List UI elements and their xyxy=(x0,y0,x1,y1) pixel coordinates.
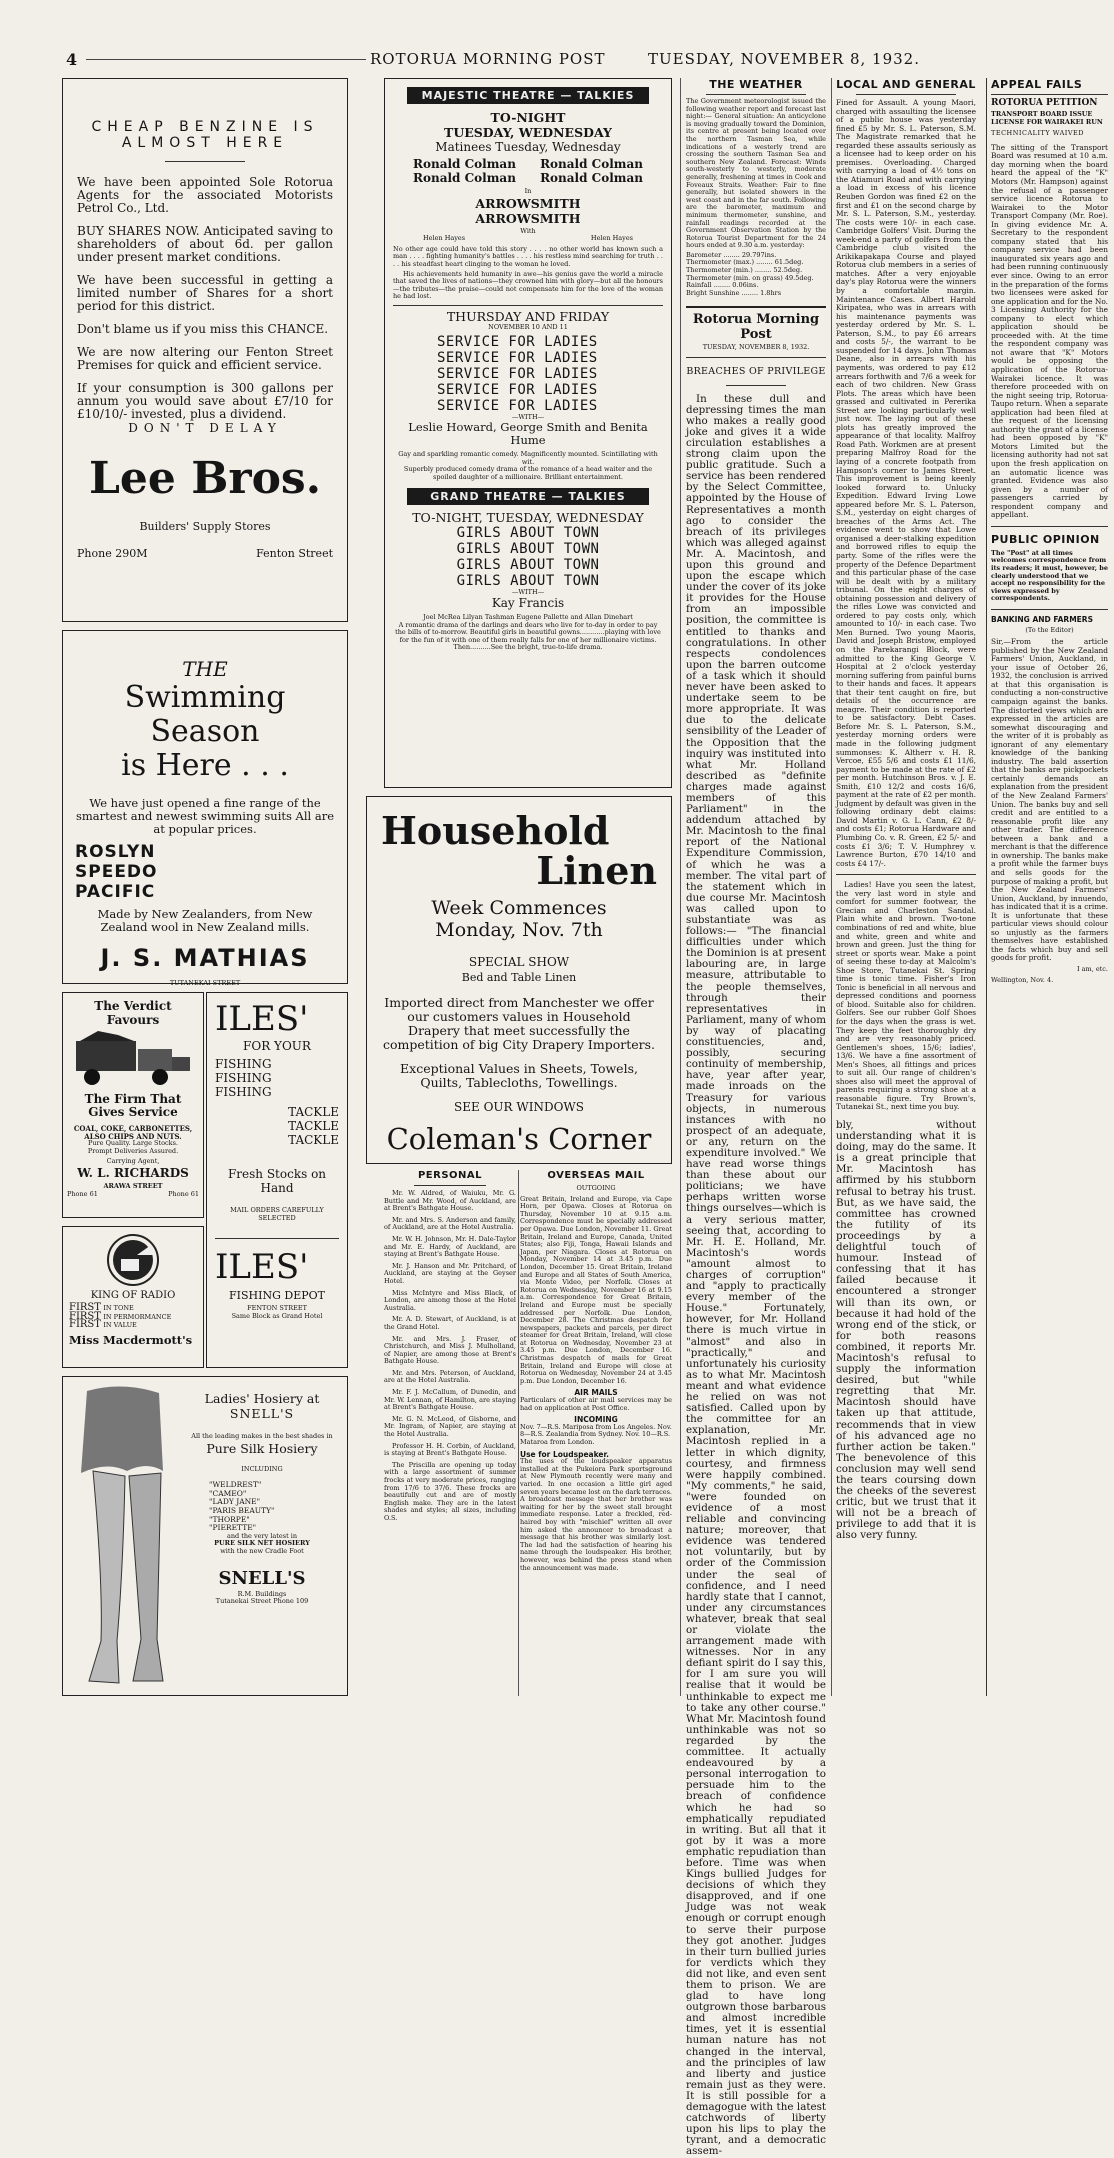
editorial-date: TUESDAY, NOVEMBER 8, 1932. xyxy=(702,343,810,351)
snell-buildings: R.M. Buildings xyxy=(237,1589,287,1598)
film-title: ARROWSMITH xyxy=(475,210,581,226)
snell-net: PURE SILK NET HOSIERY xyxy=(214,1539,310,1548)
swim-street: TUTANEKAI STREET xyxy=(169,979,241,987)
gramophone-logo xyxy=(101,1233,165,1287)
snell-make-3: "LADY JANE" xyxy=(209,1497,261,1507)
loudspeaker-text: The uses of the loudspeaker apparatus installed at the Pukeiora Park sportsground at New Plymouth recently were many and varied. In one occasion a little girl aged seven years became lost on the dark terraces. A broadcast message that her brother was waiting for her by the sweet stall brought immediate response. Later a freckled, red-haired boy with "mischief" written all over him asked the announcer to broadcast a message that his brother was similarly lost. The lad had the satisfaction of hearing his name through the loudspeaker. His brother, however, was behind the press stand when the announcement was made. xyxy=(520,1457,672,1572)
overseas-column xyxy=(520,1170,672,1696)
divider xyxy=(726,385,786,386)
snell-cradle: with the new Cradle Foot xyxy=(220,1546,304,1555)
lee-headline-1: CHEAP BENZINE IS xyxy=(91,119,319,135)
snell-name: SNELL'S xyxy=(218,1567,306,1589)
radio-ad xyxy=(62,1226,204,1368)
grand-star: Kay Francis xyxy=(491,596,565,611)
public-opinion-note: The "Post" at all times welcomes correspondence from its readers; it must, however, be clearly understood that we accept no responsibility for the views expressed by correspondents. xyxy=(991,548,1108,603)
swimming-ad xyxy=(62,630,348,987)
weather-stat: Barometer ........ 29.797ins. xyxy=(686,250,777,259)
snell-make-4: "PARIS BEAUTY" xyxy=(209,1505,275,1515)
radio-store: Miss Macdermott's xyxy=(69,1332,193,1347)
personal-title: PERSONAL xyxy=(417,1170,483,1181)
swim-body: We have just opened a fine range of the smartest and newest swimming suits All are at popular prices. xyxy=(75,796,335,836)
richards-firm: The Firm That Gives Service xyxy=(84,1092,182,1119)
swim-the: THE xyxy=(182,657,228,681)
repeated-title: SERVICE FOR LADIES xyxy=(437,397,598,414)
swim-brand-roslyn: ROSLYN xyxy=(75,842,156,862)
personal-item: Mr. and Mrs. S. Anderson and family, of Auckland, are at the Hotel Australia. xyxy=(384,1215,516,1232)
editorial-text-2: bly, without understanding what it is doing, may do the same. It is a great principle that Mr. Macintosh has affirmed by his stubborn refusal to betray his trust. But, as we have said, the committee has crowned the futility of its proceedings by a delightful touch of humour. Instead of confessing that it has failed because it encountered a stronger will than its own, or because it had hold of the wrong end of the stick, or for both reasons combined, it reports Mr. Macintosh's refusal to supply the information desired, but "while regretting that Mr. Macintosh should have taken up that attitude, recommends that in view of his advanced age no further action be taken." The benevolence of this conclusion may well send the tears coursing down the cheeks of the severest critic, but we trust that it will not be a breach of privilege to add that it is also very funny. xyxy=(836,1119,976,1542)
blurb: Superbly produced comedy drama of the romance of a head waiter and the spoiled daughter of a millionaire. Brilliant entertainment. xyxy=(403,465,653,481)
air-mails: AIR MAILS xyxy=(574,1388,618,1398)
incoming: INCOMING xyxy=(574,1415,618,1425)
public-opinion-title: PUBLIC OPINION xyxy=(991,532,1100,546)
personal-list xyxy=(384,1190,516,1523)
swim-brand-speedo: SPEEDO xyxy=(75,862,158,882)
radio-first-3: FIRST xyxy=(69,1319,101,1331)
iles-fishing-3: FISHING xyxy=(215,1085,272,1099)
repeated-title: GIRLS ABOUT TOWN xyxy=(456,556,600,573)
air-mails-text: Particulars of other air mail services may be had on application at Post Office. xyxy=(520,1396,672,1412)
paper-title: ROTORUA MORNING POST xyxy=(370,50,606,68)
banking-letter: Sir,—From the article published by the New Zealand Farmers' Union, Auckland, in your issue of October 26, 1932, the conclusion is arrived at that this organisation is conducting a non-constructive campaign against the banks. The distorted views which are expressed in the articles are somewhat discouraging and the writer of it is probably as ignorant of any elementary knowledge of the banking industry. The bald assertion that the banks are pickpockets certainly demands an explanation from the president of the New Zealand Farmers' Union. The banks buy and sell credit and are entitled to a reasonable profit like any other trader. The difference between a bank and a merchant is that the difference in ownership. The banks make a profit while the farmer buys and sells goods for the purpose of making a profit, but the New Zealand Farmers' Union, Auckland, by innuendo, has indicated that it is a crime. It is unfortunate that these particular views should colour so unjustly as the farmers themselves have established the facts which buy and sell goods for profit. xyxy=(991,637,1108,963)
linen-week: Week Commences xyxy=(431,897,607,919)
local-column xyxy=(836,78,976,1118)
paper-date: TUESDAY, NOVEMBER 8, 1932. xyxy=(648,50,920,68)
iles-tackle-3: TACKLE xyxy=(288,1133,339,1147)
majestic-in: In xyxy=(524,187,532,195)
weather-stats xyxy=(686,252,826,298)
iles-depot: FISHING DEPOT xyxy=(229,1289,325,1303)
majestic-tonight: TO-NIGHT xyxy=(490,110,566,125)
header-rule-left xyxy=(86,59,366,60)
personal-item: Miss McIntyre and Miss Black, of London, are among those at the Hotel Australia. xyxy=(384,1288,516,1312)
grand-banner: GRAND THEATRE — TALKIES xyxy=(407,488,649,505)
appeal-tech: TECHNICALITY WAIVED xyxy=(991,129,1084,138)
iles-fresh: Fresh Stocks on Hand xyxy=(227,1167,327,1195)
swim-store: J. S. MATHIAS xyxy=(100,944,310,972)
to-editor: (To the Editor) xyxy=(1025,625,1074,634)
majestic-blurb-2: His achievements held humanity in awe—his genius gave the world a miracle that saved the lives of nations—they crowned him with glory—but all the honours—the tributes—the praise—could not compensate him for the love of the woman he had lost. xyxy=(393,269,663,301)
iles-same: Same Block as Grand Hotel xyxy=(231,1311,323,1320)
lee-para-4: Don't blame us if you miss this CHANCE. xyxy=(77,322,329,336)
cast-name: Ronald Colman xyxy=(540,171,643,185)
repeated-title: SERVICE FOR LADIES xyxy=(437,365,598,382)
iles-mail: MAIL ORDERS CAREFULLY SELECTED xyxy=(230,1206,324,1222)
lee-delay: DON'T DELAY xyxy=(128,421,282,435)
richards-line-1: COAL, COKE, CARBONETTES, ALSO CHIPS AND NUTS. xyxy=(73,1124,193,1141)
lee-headline-2: ALMOST HERE xyxy=(121,135,289,151)
majestic-matinees: Matinees Tuesday, Wednesday xyxy=(435,140,621,154)
repeated-title: SERVICE FOR LADIES xyxy=(437,381,598,398)
grand-tonight: TO-NIGHT, TUESDAY, WEDNESDAY xyxy=(412,509,644,525)
incoming-text: Nov. 7—R.S. Mariposa from Los Angeles. Nov. 8—R.S. Zealandia from Sydney. Nov. 10—R.S. Mataroa from London. xyxy=(520,1422,672,1446)
editorial-text: In these dull and depressing times the man who makes a really good joke and gives it a wide circulation establishes a strong claim upon the public gratitude. Such a service has been rendered by the Select Committee, appointed by the House of Representatives a month ago to consider the breach of its privileges which was alleged against Mr. A. Macintosh, and upon this ground and upon the escape which under the cover of its joke it provides for the House from an impossible position, the committee is entitled to thanks and congratulations. In other respects condolences upon the barren outcome of a task which it should never have been asked to undertake seem to be more appropriate. It was due to the delicate sensibility of the Leader of the Opposition that the inquiry was instituted into what Mr. Holland described as "definite charges made against members of this Parliament" in the addendum attached by Mr. Macintosh to the final report of the National Expenditure Commission, of which he was a member. The vital part of the statement which in due course Mr. Macintosh was called upon to substantiate was as follows:— "The financial difficulties under which the Dominion is at present labouring are, in large measure, attributable to the people themselves, through their representatives in Parliament, many of whom by way of placating constituencies, and, possibly, securing continuity of membership, have, year after year, made inroads on the Treasury for various objects, in numerous instances with no prospect of an adequate, or any, return on the expenditure involved." We have read worse things than these about our politicians; we have perhaps written worse things ourselves—which is a very serious matter, seeing that, according to Mr. H. E. Holland, Mr. Macintosh's words "amount almost to charges of corruption" and "apply to practically every member of the House." Fortunately, however, for Mr. Holland there is much virtue in "almost" and also in "practically," and unfortunately his curiosity as to what Mr. Macintosh meant and what evidence he relied on was not satisfied. Called upon by the committee for an explanation, Mr. Macintosh replied in a letter in which dignity, courtesy, and firmness were happily combined. "My comments," he said, "were founded on evidence of a most reliable and convincing nature; moreover, that evidence was tendered not voluntarily, but by order of the Commission under the seal of confidence, and I need hardly state that I cannot, under any circumstances whatever, break that seal or violate the arrangement made with witnesses. Nor in any defiant spirit do I say this, for I am sure you will realise that it would be unthinkable to expect me to take any other course." What Mr. Macintosh found unthinkable was not so regarded by the committee. It actually endeavoured by a personal interrogation to persuade him to the breach of confidence which he had so emphatically repudiated in writing. But all that it got by it was a more emphatic repudiation than before. Time was when Kings bullied Judges for decisions of which they disapproved, and if one Judge was not weak enough or corrupt enough to serve their purpose they got another. Judges in their turn bullied juries for verdicts which they did not like, and even sent them to prison. We are glad to have long outgrown those barbarous and almost incredible times, yet it is essential human nature has not changed in the interval, and the principles of law and liberty and justice remain just as they were. It is still possible for a demagogue with the latest catchwords of liberty upon his lips to play the tyrant, and a democratic assem- xyxy=(686,392,826,2158)
snell-make-2: "CAMEO" xyxy=(209,1488,247,1498)
personal-item: Mr. W. Aldred, of Waiuku, Mr. G. Buttle and Mr. Wood, of Auckland, are at Brent's Bathgate House. xyxy=(384,1189,516,1213)
radio-value: IN VALUE xyxy=(103,1321,137,1330)
personal-item: Mr. A. D. Stewart, of Auckland, is at the Grand Hotel. xyxy=(384,1315,516,1331)
with-label: —WITH— xyxy=(511,587,545,596)
richards-headline: The Verdict Favours xyxy=(94,999,172,1027)
weather-stat: Rainfall ........ 0.06ins. xyxy=(686,281,759,290)
repeated-title: GIRLS ABOUT TOWN xyxy=(456,524,600,541)
repeated-title: GIRLS ABOUT TOWN xyxy=(456,572,600,589)
divider xyxy=(215,1238,339,1239)
snell-make-5: "THORPE" xyxy=(209,1514,250,1524)
cast-name: Ronald Colman xyxy=(540,157,643,171)
appeal-title: APPEAL FAILS xyxy=(991,78,1083,91)
appeal-sub-1: ROTORUA PETITION xyxy=(991,98,1098,108)
linen-windows: SEE OUR WINDOWS xyxy=(454,1100,584,1114)
editorial-continuation xyxy=(836,1120,976,1696)
personal-item: The Priscilla are opening up today with a large assortment of summer frocks at very moderate prices, ranging from 17/6 to 37/6. These frocks are beautifully cut and are of mostly English make. They are in the latest shades and styles; all sizes, including O.S. xyxy=(384,1460,516,1522)
weather-stat: Thermometer (max.) ........ 61.5deg. xyxy=(686,258,804,267)
divider xyxy=(991,94,1108,95)
richards-street: ARAWA STREET xyxy=(103,1181,163,1190)
personal-item: Mr. and Mrs. J. Fraser, of Christchurch, and Miss J. Mulholland, of Napier, are among those at Brent's Bathgate House. xyxy=(384,1334,516,1366)
editorial-title: BREACHES OF PRIVILEGE xyxy=(686,365,826,377)
divider xyxy=(686,357,826,358)
snell-pure: Pure Silk Hosiery xyxy=(206,1440,318,1456)
column-rule xyxy=(518,1170,519,1696)
linen-title-2: Linen xyxy=(536,848,657,893)
lee-brand: Lee Bros. xyxy=(88,453,322,504)
weather-stat: Bright Sunshine ........ 1.8hrs xyxy=(686,288,782,297)
blurb: Gay and sparkling romantic comedy. Magnificently mounted. Scintillating with wit. xyxy=(398,450,658,466)
repeated-title: GIRLS ABOUT TOWN xyxy=(456,540,600,557)
local-text: Fined for Assault. A young Maori, charged with assaulting the licensee of a public house was yesterday fined £5 by Mr. S. L. Paterson, S.M. The Magistrate remarked that he regarded these assaults seriously as a licensee had to keep order on his premises. Overloading. Charged with carrying a load of 4½ tons on the Atiamuri Road and with carrying a load in excess of his licence Reuben Gordon was fined £2 on the first and £1 on the second charge by Mr. S. L. Paterson, S.M., yesterday. The costs were 10/- in each case. Cambridge Golfers' Visit. During the week-end a party of golfers from the Cambridge club visited the Arikikapakapa Course and played Rotorua club members in a series of matches. After a very enjoyable day's play Rotorua were the winners by a comfortable margin. Maintenance Cases. Albert Harold Kiripatea, who was in arrears with his maintenance payments was yesterday ordered by Mr. S. L. Paterson, S.M., to pay £6 arrears and costs 5/-, the warrant to be suspended for 14 days. John Thomas Deane, also in arrears with his payments, was ordered to pay £12 arrears forthwith and 7/6 a week for each of two children. New Grass Plots. The areas which have been grassed and cultivated in Pererika Street are looking particularly well just now. The laying out of these plots has greatly improved the appearance of that locality. Malfroy Road Path. Workmen are at present preparing Malfroy Road for the laying of a concrete footpath from Hampson's corner to James Street. This improvement is being keenly looked forward to. Unlucky Expedition. Edward Irving Lowe appeared before Mr. S. L. Paterson, S.M., yesterday on eight charges of breaches of the Arms Act. The evidence went to show that Lowe organised a deer-stalking expedition and borrowed rifles to equip the party. Some of the rifles were the property of the Defence Department and this particular phase of the case will be dealt with by a military tribunal. On the eight charges of obtaining possession and delivery of the rifles Lowe was convicted and ordered to pay costs only, which amounted to 10/- in each case. Two Men Burned. Two young Maoris, David and Joseph Bristow, employed on the Parekarangi Block, were admitted to the King George V. Hospital at 2 o'clock yesterday morning suffering from painful burns to their hands and faces. It appears that their tent caught on fire, but details of the occurrence are meagre. Their condition is reported to be satisfactory. Debt Cases. Before Mr. S. L. Paterson, S.M., yesterday morning orders were made in the following judgment summonses: K. Altherr v. H. R. Vercoe, £55 5/6 and costs £1 11/6, payment to be made at the rate of £2 per month. Hutchinson Bros. v. J. E. Smith, £10 12/2 and costs 16/6, payment at the rate of £2 per month. Judgment by default was given in the following ordinary debt claims: David Martin v. G. L. Cann, £2 8/- and costs £1; Rotorua Hardware and Plumbing Co. v. R. Green, £2 5/- and costs £1 3/6; T. V. Humphrey v. Lawrence Burton, £70 14/10 and costs £4 17/-. xyxy=(836,98,976,868)
iles-title: ILES' xyxy=(215,999,309,1039)
majestic-days: TUESDAY, WEDNESDAY xyxy=(444,125,612,140)
letter-sign: I am, etc. xyxy=(1077,964,1108,973)
linen-p2: Exceptional Values in Sheets, Towels, Quilts, Tablecloths, Towellings. xyxy=(400,1061,638,1090)
personal-item: Professor H. H. Corbin, of Auckland, is staying at Brent's Bathgate House. xyxy=(384,1441,516,1458)
personal-item: Mr. W. H. Johnson, Mr. H. Dale-Taylor and Mr. E. Hardy, of Auckland, are staying at Brent's Bathgate House. xyxy=(384,1234,516,1259)
richards-phone-left: Phone 61 xyxy=(67,1189,98,1198)
appeal-text: The sitting of the Transport Board was resumed at 10 a.m. day morning when the board heard the appeal of the "K" Motors (Mr. Hampson) against the refusal of a passenger service licence Rotorua to Wairakei to the Motor Transport Company (Mr. Roe). In giving evidence Mr. A. Secretary to the respondent company stated that his company service had been inaugurated six years ago and had been running continuously ever since. Owing to an error in the preparation of the forms two licensees were asked for one application and for the No. 3 Licensing Authority for the company to elect which application should be proceeded with. At the time the respondent company was not aware that "K" Motors would be opposing the application of the Rotorua-Wairakei licence. It was therefore proceeded with on the night seeing trip, Rotorua-Taupo return. When a separate application had been filed at the request of the licensing authority the grant of a license had been opposed by "K" Motors Limited but the licensing authority had not sat upon the fresh application on an automatic licence was granted. Evidence was also given by a number of passengers carried by respondent company and appellant. xyxy=(991,142,1108,520)
lee-para-6: If your consumption is 300 gallons per annum you would save about £7/10 for £10/10/- invested, plus a dividend. xyxy=(77,381,333,421)
repeated-title: SERVICE FOR LADIES xyxy=(437,349,598,366)
snells-ad xyxy=(62,1376,348,1696)
banking-heading: BANKING AND FARMERS xyxy=(991,615,1093,624)
iles-tackle-2: TACKLE xyxy=(288,1119,339,1133)
iles-fishing-1: FISHING xyxy=(215,1057,272,1071)
lee-para-2: BUY SHARES NOW. Anticipated saving to shareholders of about 6d. per gallon under present market conditions. xyxy=(77,224,333,264)
divider xyxy=(414,1185,486,1186)
cast-list: Leslie Howard, George Smith and Benita Hume xyxy=(408,420,648,448)
weather-text: The Government meteorologist issued the following weather report and forecast last night:— General situation: An anticyclone is moving gradually toward the Dominion, its centre at present being located over the northern Tasman Sea, while indications of a westerly trend are crossing the southern Tasman Sea and southern New Zealand. Forecast: Winds south-westerly to westerly, moderate generally, freshening at times in Cook and Foveaux Straits. Weather: Fair to fine generally, but isolated showers in the west coast and in the far south. Following are the barometer, maximum and minimum thermometer, sunshine, and rainfall readings recorded at the Government Observation Station by the Rotorua Tourist Department for the 24 hours ended at 9.30 a.m. yesterday: xyxy=(686,97,826,250)
iles-for: FOR YOUR xyxy=(243,1039,311,1053)
divider xyxy=(991,526,1108,527)
radio-first-1: FIRST xyxy=(69,1302,101,1313)
divider xyxy=(856,94,956,95)
cast-name: Helen Hayes xyxy=(590,234,633,243)
snell-heading-2: SNELL'S xyxy=(229,1406,295,1421)
appeal-sub-2: TRANSPORT BOARD ISSUE LICENSE FOR WAIRAKEI RUN xyxy=(991,110,1103,126)
editorial-masthead: Rotorua Morning Post xyxy=(692,312,820,342)
lee-sub: Builders' Supply Stores xyxy=(139,520,271,533)
thursday-dates: NOVEMBER 10 AND 11 xyxy=(488,322,568,331)
swim-brand-pacific: PACIFIC xyxy=(75,882,156,902)
page-number: 4 xyxy=(66,50,78,69)
local-title: LOCAL AND GENERAL xyxy=(836,78,976,91)
richards-line-2: Pure Quality. Large Stocks. xyxy=(87,1139,178,1148)
swim-nz: Made by New Zealanders, from New Zealand wool in New Zealand mills. xyxy=(97,907,313,934)
divider xyxy=(686,306,826,308)
personal-item: Mr. F. J. McCallum, of Dunedin, and Mr. W. Lennan, of Hamilton, are staying at Brent's Bathgate House. xyxy=(384,1388,516,1412)
weather-column xyxy=(686,78,826,303)
swim-title-2: is Here . . . xyxy=(121,748,289,783)
theatre-ads xyxy=(384,78,672,788)
personal-item: Mr. J. Hanson and Mr. Pritchard, of Auckland, are staying at the Geyser Hotel. xyxy=(384,1261,516,1285)
overseas-title: OVERSEAS MAIL xyxy=(547,1170,645,1181)
truck-illustration xyxy=(68,1031,198,1089)
cast-name: Ronald Colman xyxy=(413,157,516,171)
with-label: —WITH— xyxy=(511,412,545,421)
page-header xyxy=(60,48,1110,70)
snell-make-6: "PIERETTE" xyxy=(209,1523,257,1533)
repeated-title: SERVICE FOR LADIES xyxy=(437,333,598,350)
personal-column xyxy=(384,1170,516,1696)
snell-address: Tutanekai Street Phone 109 xyxy=(215,1597,309,1606)
overseas-outgoing: OUTGOING xyxy=(576,1184,616,1192)
richards-ad xyxy=(62,992,204,1218)
loudspeaker-heading: Use for Loudspeaker. xyxy=(520,1449,609,1459)
linen-special: SPECIAL SHOW xyxy=(468,955,570,969)
lee-street: Fenton Street xyxy=(256,547,333,560)
film-title: ARROWSMITH xyxy=(475,195,581,211)
iles-street: FENTON STREET xyxy=(247,1304,307,1313)
divider xyxy=(991,609,1108,610)
lee-para-1: We have been appointed Sole Rotorua Agents for the associated Motorists Petrol Co., Ltd. xyxy=(77,175,333,215)
richards-line-3: Prompt Deliveries Assured. xyxy=(87,1146,179,1155)
iles-ad xyxy=(206,992,348,1368)
cast-name: Helen Hayes xyxy=(423,234,466,243)
majestic-with: With xyxy=(520,226,536,235)
weather-stat: Thermometer (min.) ........ 52.5deg. xyxy=(686,266,803,275)
snell-including: INCLUDING xyxy=(241,1464,283,1473)
weather-title: THE WEATHER xyxy=(709,78,803,91)
divider xyxy=(706,94,806,95)
iles-fishing-2: FISHING xyxy=(215,1071,272,1085)
lee-para-5: We are now altering our Fenton Street Premises for quick and efficient service. xyxy=(77,345,333,372)
local-ads: Ladies! Have you seen the latest, the very last word in style and comfort for summer footwear, the Grecian and Charleston Sandal. Plain white and brown. Two-tone combinations of red and white, blue and white, green and white and brown and green. Just the thing for street or sports wear. Make a point of seeing these to-day at Malcolm's Shoe Store, Tutanekai St. Spring time is tonic time. Fisher's Iron Tonic is beneficial in all nervous and depressed conditions and poorness of blood. Suitable also for children. Golfers. See our rubber Golf Shoes for the days when the grass is wet. They keep the feet thoroughly dry and are very reasonably priced. Gentlemen's shoes, 15/6; ladies', 13/6. We have a fine assortment of Men's Shoes, all fittings and prices to suit all. Our range of children's shoes also will meet the approval of parents requiring a strong shoe at a reasonable figure. Try Brown's, Tutanekai St., next time you buy. xyxy=(836,880,976,1112)
lee-para-3: We have been successful in getting a limited number of Shares for a short period for this district. xyxy=(77,273,333,313)
divider xyxy=(393,305,663,306)
linen-title-1: Household xyxy=(381,808,610,853)
grand-blurb: A romantic drama of the darlings and dears who live for to-day in order to pay the bills of to-morrow. Beautiful girls in beautiful gowns............playing with love for the fun of it with one of them really falls for one of her millionaire victims. Then..........See the bright, true-to-life drama. xyxy=(395,620,661,652)
personal-item: Mr. G. N. McLeod, of Gisborne, and Mr. Ingram, of Napier, are staying at the Hotel Australia. xyxy=(384,1414,516,1439)
linen-ad xyxy=(366,796,672,1164)
appeal-column xyxy=(986,78,1108,1696)
linen-store: Coleman's Corner xyxy=(386,1122,652,1156)
majestic-banner: MAJESTIC THEATRE — TALKIES xyxy=(407,87,649,104)
personal-item: Mr. and Mrs. Peterson, of Auckland, are at the Hotel Australia. xyxy=(384,1368,516,1385)
column-rule xyxy=(680,78,681,1696)
radio-king: KING OF RADIO xyxy=(90,1290,176,1301)
cast-name: Ronald Colman xyxy=(413,171,516,185)
snell-heading-1: Ladies' Hosiery at xyxy=(204,1391,320,1406)
radio-performance: IN PERMORMANCE xyxy=(103,1312,172,1321)
editorial-column xyxy=(686,306,826,2158)
linen-bed: Bed and Table Linen xyxy=(461,971,577,984)
swim-title-1: Swimming Season xyxy=(124,680,286,749)
snell-latest: and the very latest in xyxy=(226,1531,298,1540)
weather-stat: Thermometer (min. on grass) 49.5deg. xyxy=(686,273,814,282)
lee-bros-ad xyxy=(62,78,348,622)
iles-title-2: ILES' xyxy=(215,1247,309,1288)
richards-line-4: Carrying Agent, xyxy=(106,1157,160,1166)
snell-all: All the leading makes in the best shades in xyxy=(191,1432,333,1440)
letter-place: Wellington, Nov. 4. xyxy=(991,975,1054,984)
majestic-blurb: No other age could have told this story . . . . no other world has known such a man . . . . fighting humanity's battles . . . . his restless mind searching for truth . . . . his steadfast heart clinging to the woman he loved. xyxy=(393,244,663,268)
divider xyxy=(836,874,976,875)
linen-p1: Imported direct from Manchester we offer our customers values in Household Drapery that meet successfully the competition of big City Drapery Importers. xyxy=(382,995,656,1052)
thursday-friday: THURSDAY AND FRIDAY xyxy=(446,308,610,324)
iles-tackle-1: TACKLE xyxy=(288,1105,339,1119)
grand-cast: Joel McRea Lilyan Tashman Eugene Pallette and Allan Dinehart xyxy=(423,613,633,622)
overseas-text: Great Britain, Ireland and Europe, via Cape Horn, per Opawa. Closes at Rotorua on Thursday, November 10 at 9.15 a.m. Correspondence must be specially addressed per Opawa. Due London, November 11. Great Britain, Ireland and Europe, Canada, United States; also Fiji, Tonga, Hawaii Islands and Japan, per Niagara. Closes at Rotorua on Monday, November 14 at 3.45 p.m. Due London, December 15. Great Britain, Ireland and Europe and all States of South America, via Monte Video, per Norfolk. Closes at Rotorua on Wednesday, November 16 at 9.15 a.m. Correspondence for Great Britain, Ireland and Europe must be specially addressed per Norfolk. Due London, December 28. The Christmas despatch for newspapers, packets and parcels, per direct steamer for Great Britain, Ireland, will close at Rotorua on Wednesday, November 23 at 3.45 p.m. Due London, December 16. Christmas despatch of mails for Great Britain, Ireland and Europe will close at Rotorua on Wednesday, November 24 at 3.45 p.m. Due London, December 16. xyxy=(520,1194,672,1385)
divider xyxy=(165,161,245,162)
richards-phone-right: Phone 61 xyxy=(168,1189,199,1198)
lee-phone: Phone 290M xyxy=(77,547,148,560)
legs-illustration xyxy=(67,1381,177,1691)
richards-name: W. L. RICHARDS xyxy=(77,1165,189,1180)
snell-make-1: "WELDREST" xyxy=(209,1480,262,1490)
radio-tone: IN TONE xyxy=(103,1304,134,1312)
linen-monday: Monday, Nov. 7th xyxy=(435,919,603,941)
radio-first-2: FIRST xyxy=(69,1310,101,1322)
column-rule xyxy=(831,78,832,1696)
